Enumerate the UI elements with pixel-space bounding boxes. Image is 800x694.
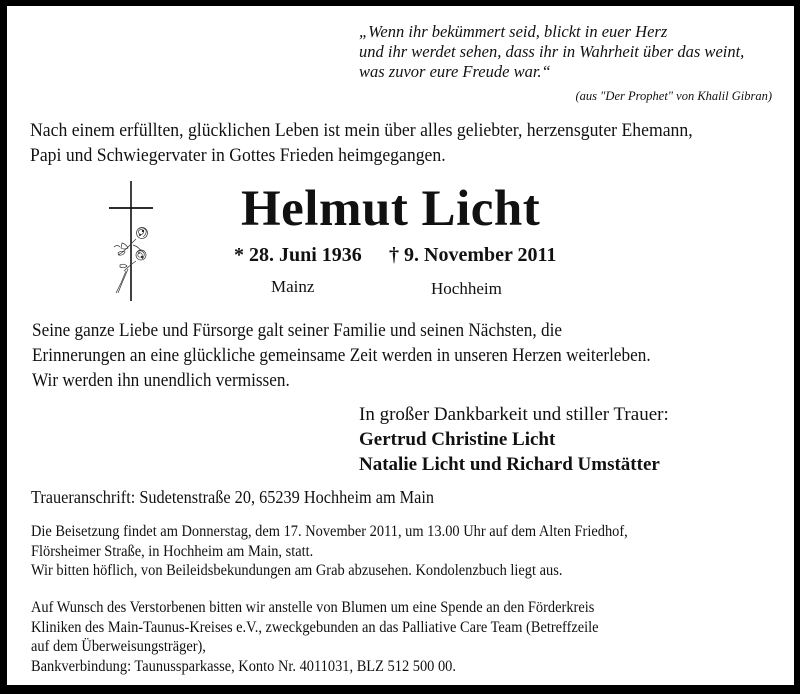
mourners-heading: In großer Dankbarkeit und stiller Trauer:	[359, 404, 669, 425]
quote-line: und ihr werdet sehen, dass ihr in Wahrheit über das weint,	[359, 42, 745, 61]
deceased-name: Helmut Licht	[241, 181, 541, 237]
donation-line: auf dem Überweisungsträger),	[31, 638, 206, 655]
cross-with-roses-icon	[108, 181, 160, 301]
tribute-text	[32, 319, 651, 394]
quote-line: „Wenn ihr bekümmert seid, blickt in euer Herz	[359, 22, 668, 41]
donation-line: Bankverbindung: Taunussparkasse, Konto Nr. 4011031, BLZ 512 500 00.	[31, 657, 457, 675]
funeral-info	[31, 522, 628, 581]
birth-date: * 28. Juni 1936	[234, 244, 362, 266]
death-place: Hochheim	[431, 279, 502, 298]
quote-block	[359, 22, 744, 82]
quote-source: (aus "Der Prophet" von Khalil Gibran)	[575, 89, 772, 103]
birth-place: Mainz	[271, 277, 315, 296]
mourners-block	[359, 402, 669, 477]
donation-line: Auf Wunsch des Verstorbenen bitten wir anstelle von Blumen um eine Spende an den Förderkreis	[31, 599, 595, 616]
donation-info	[31, 598, 599, 676]
funeral-line: Wir bitten höflich, von Beileidsbekundungen am Grab abzusehen. Kondolenzbuch liegt aus.	[31, 562, 563, 579]
intro-line: Papi und Schwiegervater in Gottes Frieden heimgegangen.	[30, 145, 446, 166]
funeral-line: Die Beisetzung findet am Donnerstag, dem 17. November 2011, um 13.00 Uhr auf dem Alten Friedhof,	[31, 523, 628, 540]
obituary-notice	[7, 6, 794, 685]
intro-line: Nach einem erfüllten, glücklichen Leben ist mein über alles geliebter, herzensguter Ehemann,	[30, 120, 693, 141]
donation-line: Kliniken des Main-Taunus-Kreises e.V., zweckgebunden an das Palliative Care Team (Betreffzeile	[31, 618, 599, 636]
funeral-line: Flörsheimer Straße, in Hochheim am Main, statt.	[31, 542, 314, 560]
quote-line: was zuvor eure Freude war.“	[359, 62, 551, 81]
mourner-name: Natalie Licht und Richard Umstätter	[359, 454, 660, 475]
death-date: † 9. November 2011	[389, 244, 557, 266]
mourner-name: Gertrud Christine Licht	[359, 429, 556, 450]
intro-text	[30, 118, 693, 168]
tribute-line: Wir werden ihn unendlich vermissen.	[32, 371, 290, 391]
tribute-line: Seine ganze Liebe und Fürsorge galt seiner Familie und seinen Nächsten, die	[32, 321, 563, 341]
mourning-address: Traueranschrift: Sudetenstraße 20, 65239 Hochheim am Main	[31, 487, 435, 507]
tribute-line: Erinnerungen an eine glückliche gemeinsame Zeit werden in unseren Herzen weiterleben.	[32, 346, 651, 366]
